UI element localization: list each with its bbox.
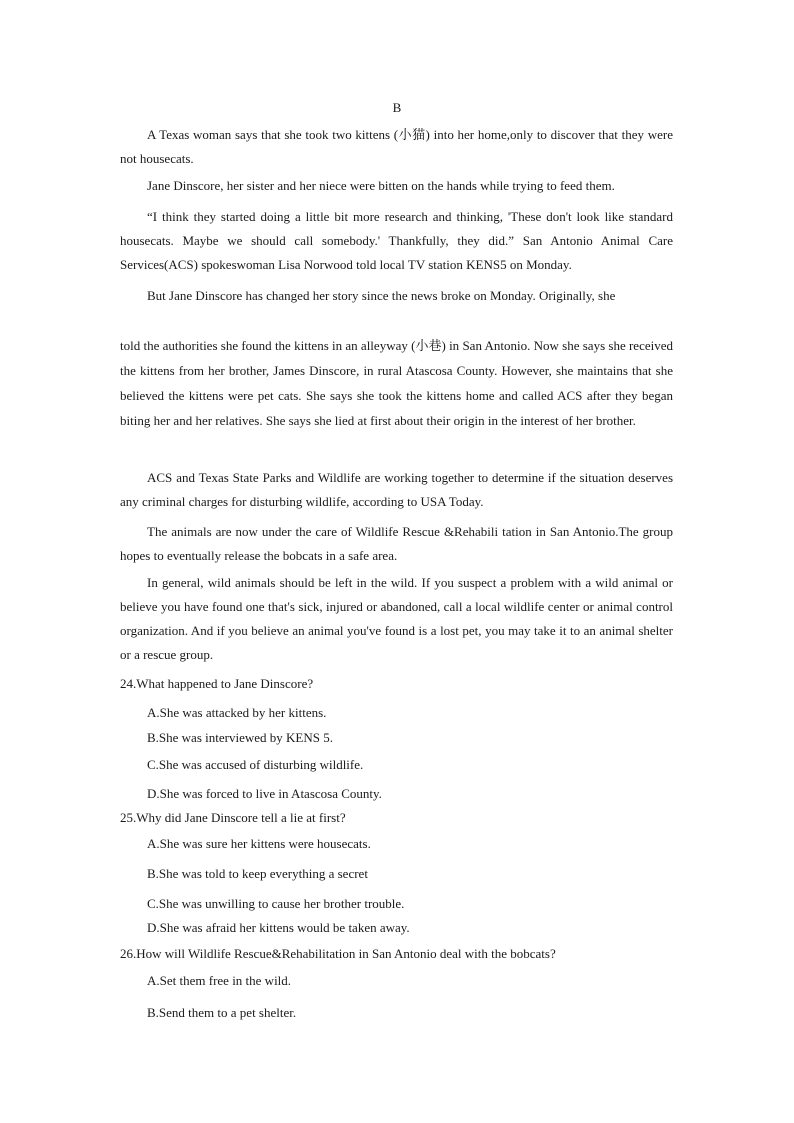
paragraph-5: told the authorities she found the kittens in an alleyway (小巷) in San Antonio. Now she says she received the kittens from her brother, James Dinscore, in rural Atascosa County. However, she maintains that she believed the kittens were pet cats. She says she took the kittens home and called ACS after they began biting her and her relatives. She says she lied at first about their origin in the interest of her brother.	[120, 338, 673, 428]
question-25-option-a: A.She was sure her kittens were housecats.	[147, 836, 371, 851]
question-25-option-c: C.She was unwilling to cause her brother trouble.	[147, 896, 405, 911]
section-heading: B	[392, 100, 402, 115]
paragraph-8: In general, wild animals should be left in the wild. If you suspect a problem with a wild animal or believe you have found one that's sick, injured or abandoned, call a local wildlife center or animal control organization. And if you believe an animal you've found is a lost pet, you may take it to an animal shelter or a rescue group.	[120, 575, 673, 662]
paragraph-7: The animals are now under the care of Wildlife Rescue &Rehabili tation in San Antonio.The group hopes to eventually release the bobcats in a safe area.	[120, 524, 673, 563]
paragraph-1: A Texas woman says that she took two kittens (小猫) into her home,only to discover that they were not housecats.	[120, 127, 673, 166]
paragraph-2: Jane Dinscore, her sister and her niece were bitten on the hands while trying to feed them.	[147, 178, 615, 193]
question-24-option-c: C.She was accused of disturbing wildlife.	[147, 757, 364, 772]
question-26-option-b: B.Send them to a pet shelter.	[147, 1005, 297, 1020]
question-25-stem: 25.Why did Jane Dinscore tell a lie at first?	[120, 810, 346, 825]
paragraph-4: But Jane Dinscore has changed her story since the news broke on Monday. Originally, she	[147, 288, 616, 303]
question-24-stem: 24.What happened to Jane Dinscore?	[120, 676, 314, 691]
question-24-option-b: B.She was interviewed by KENS 5.	[147, 730, 333, 745]
paragraph-6: ACS and Texas State Parks and Wildlife are working together to determine if the situation deserves any criminal charges for disturbing wildlife, according to USA Today.	[120, 470, 673, 509]
question-25-option-d: D.She was afraid her kittens would be taken away.	[147, 920, 410, 935]
question-25-option-b: B.She was told to keep everything a secret	[147, 866, 368, 881]
question-26-option-a: A.Set them free in the wild.	[147, 973, 292, 988]
question-26-stem: 26.How will Wildlife Rescue&Rehabilitation in San Antonio deal with the bobcats?	[120, 946, 556, 961]
question-24-option-a: A.She was attacked by her kittens.	[147, 705, 327, 720]
paragraph-3: “I think they started doing a little bit more research and thinking, 'These don't look like standard housecats. Maybe we should call somebody.' Thankfully, they did.” San Antonio Animal Care Services(ACS) spokeswoman Lisa Norwood told local TV station KENS5 on Monday.	[120, 209, 673, 272]
question-24-option-d: D.She was forced to live in Atascosa County.	[147, 786, 382, 801]
